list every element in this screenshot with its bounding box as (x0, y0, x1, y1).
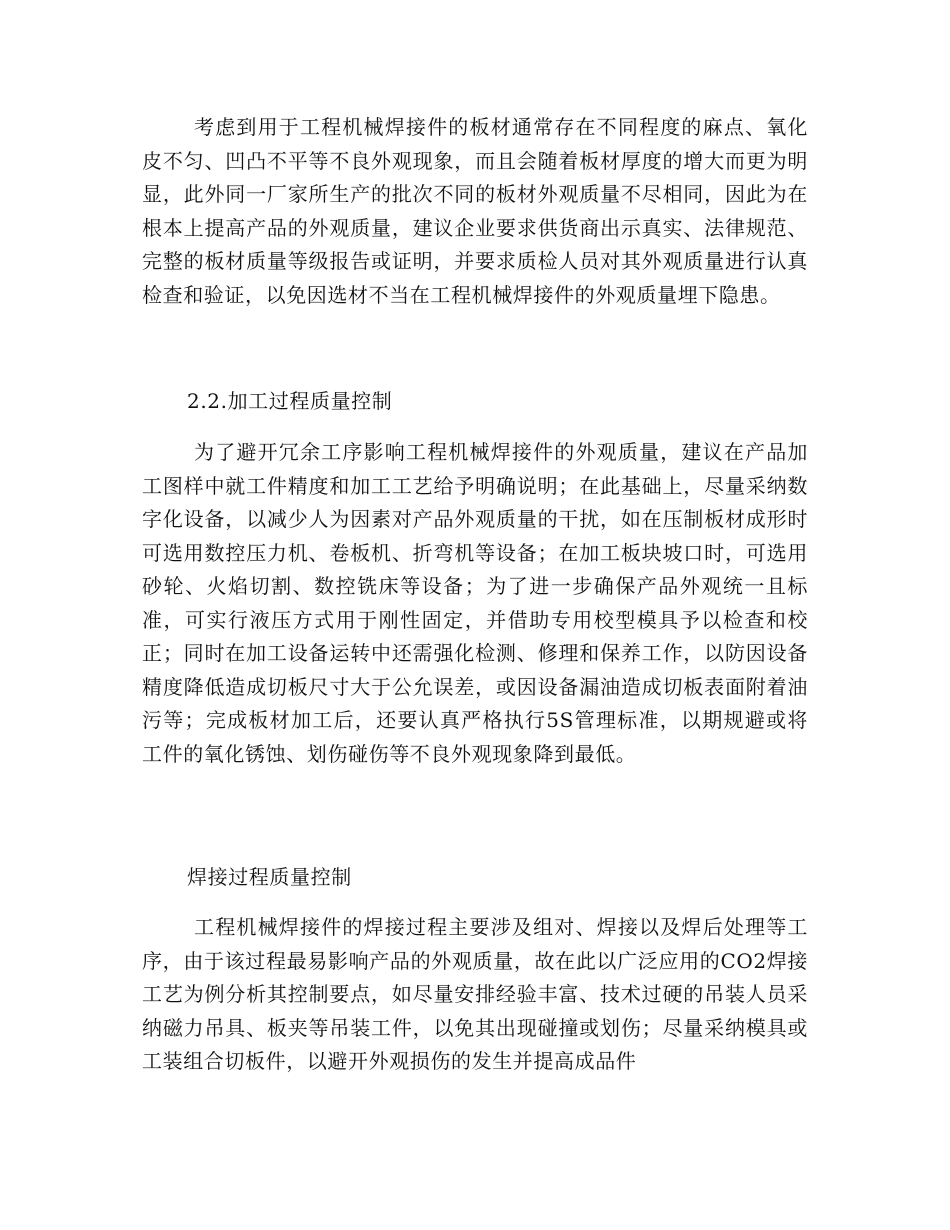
section-heading-welding-quality: 焊接过程质量控制 (187, 865, 352, 889)
paragraph-processing-control: 为了避开冗余工序影响工程机械焊接件的外观质量，建议在产品加工图样中就工件精度和加工工艺给予明确说明；在此基础上，尽量采纳数字化设备，以减少人为因素对产品外观质量的干扰，如在压制板材成形时可选用数控压力机、卷板机、折弯机等设备；在加工板块坡口时，可选用砂轮、火焰切割、数控铣床等设备；为了进一步确保产品外观统一且标准，可实行液压方式用于刚性固定，并借助专用校型模具予以检查和校正；同时在加工设备运转中还需强化检测、修理和保养工作，以防因设备精度降低造成切板尺寸大于公允误差，或因设备漏油造成切板表面附着油污等；完成板材加工后，还要认真严格执行5S管理标准，以期规避或将工件的氧化锈蚀、划伤碰伤等不良外观现象降到最低。 (142, 440, 808, 766)
section-heading-processing-quality: 2.2.加工过程质量控制 (187, 389, 393, 413)
paragraph-welding-control: 工程机械焊接件的焊接过程主要涉及组对、焊接以及焊后处理等工序，由于该过程最易影响产品的外观质量，故在此以广泛应用的CO2焊接工艺为例分析其控制要点，如尽量安排经验丰富、技术过硬的吊装人员采纳磁力吊具、板夹等吊装工件，以免其出现碰撞或划伤；尽量采纳模具或工装组合切板件，以避开外观损伤的发生并提高成品件 (142, 915, 808, 1073)
paragraph-material-inspection: 考虑到用于工程机械焊接件的板材通常存在不同程度的麻点、氧化皮不匀、凹凸不平等不良外观现象，而且会随着板材厚度的增大而更为明显，此外同一厂家所生产的批次不同的板材外观质量不尽相同，因此为在根本上提高产品的外观质量，建议企业要求供货商出示真实、法律规范、完整的板材质量等级报告或证明，并要求质检人员对其外观质量进行认真检查和验证，以免因选材不当在工程机械焊接件的外观质量埋下隐患。 (142, 115, 808, 307)
